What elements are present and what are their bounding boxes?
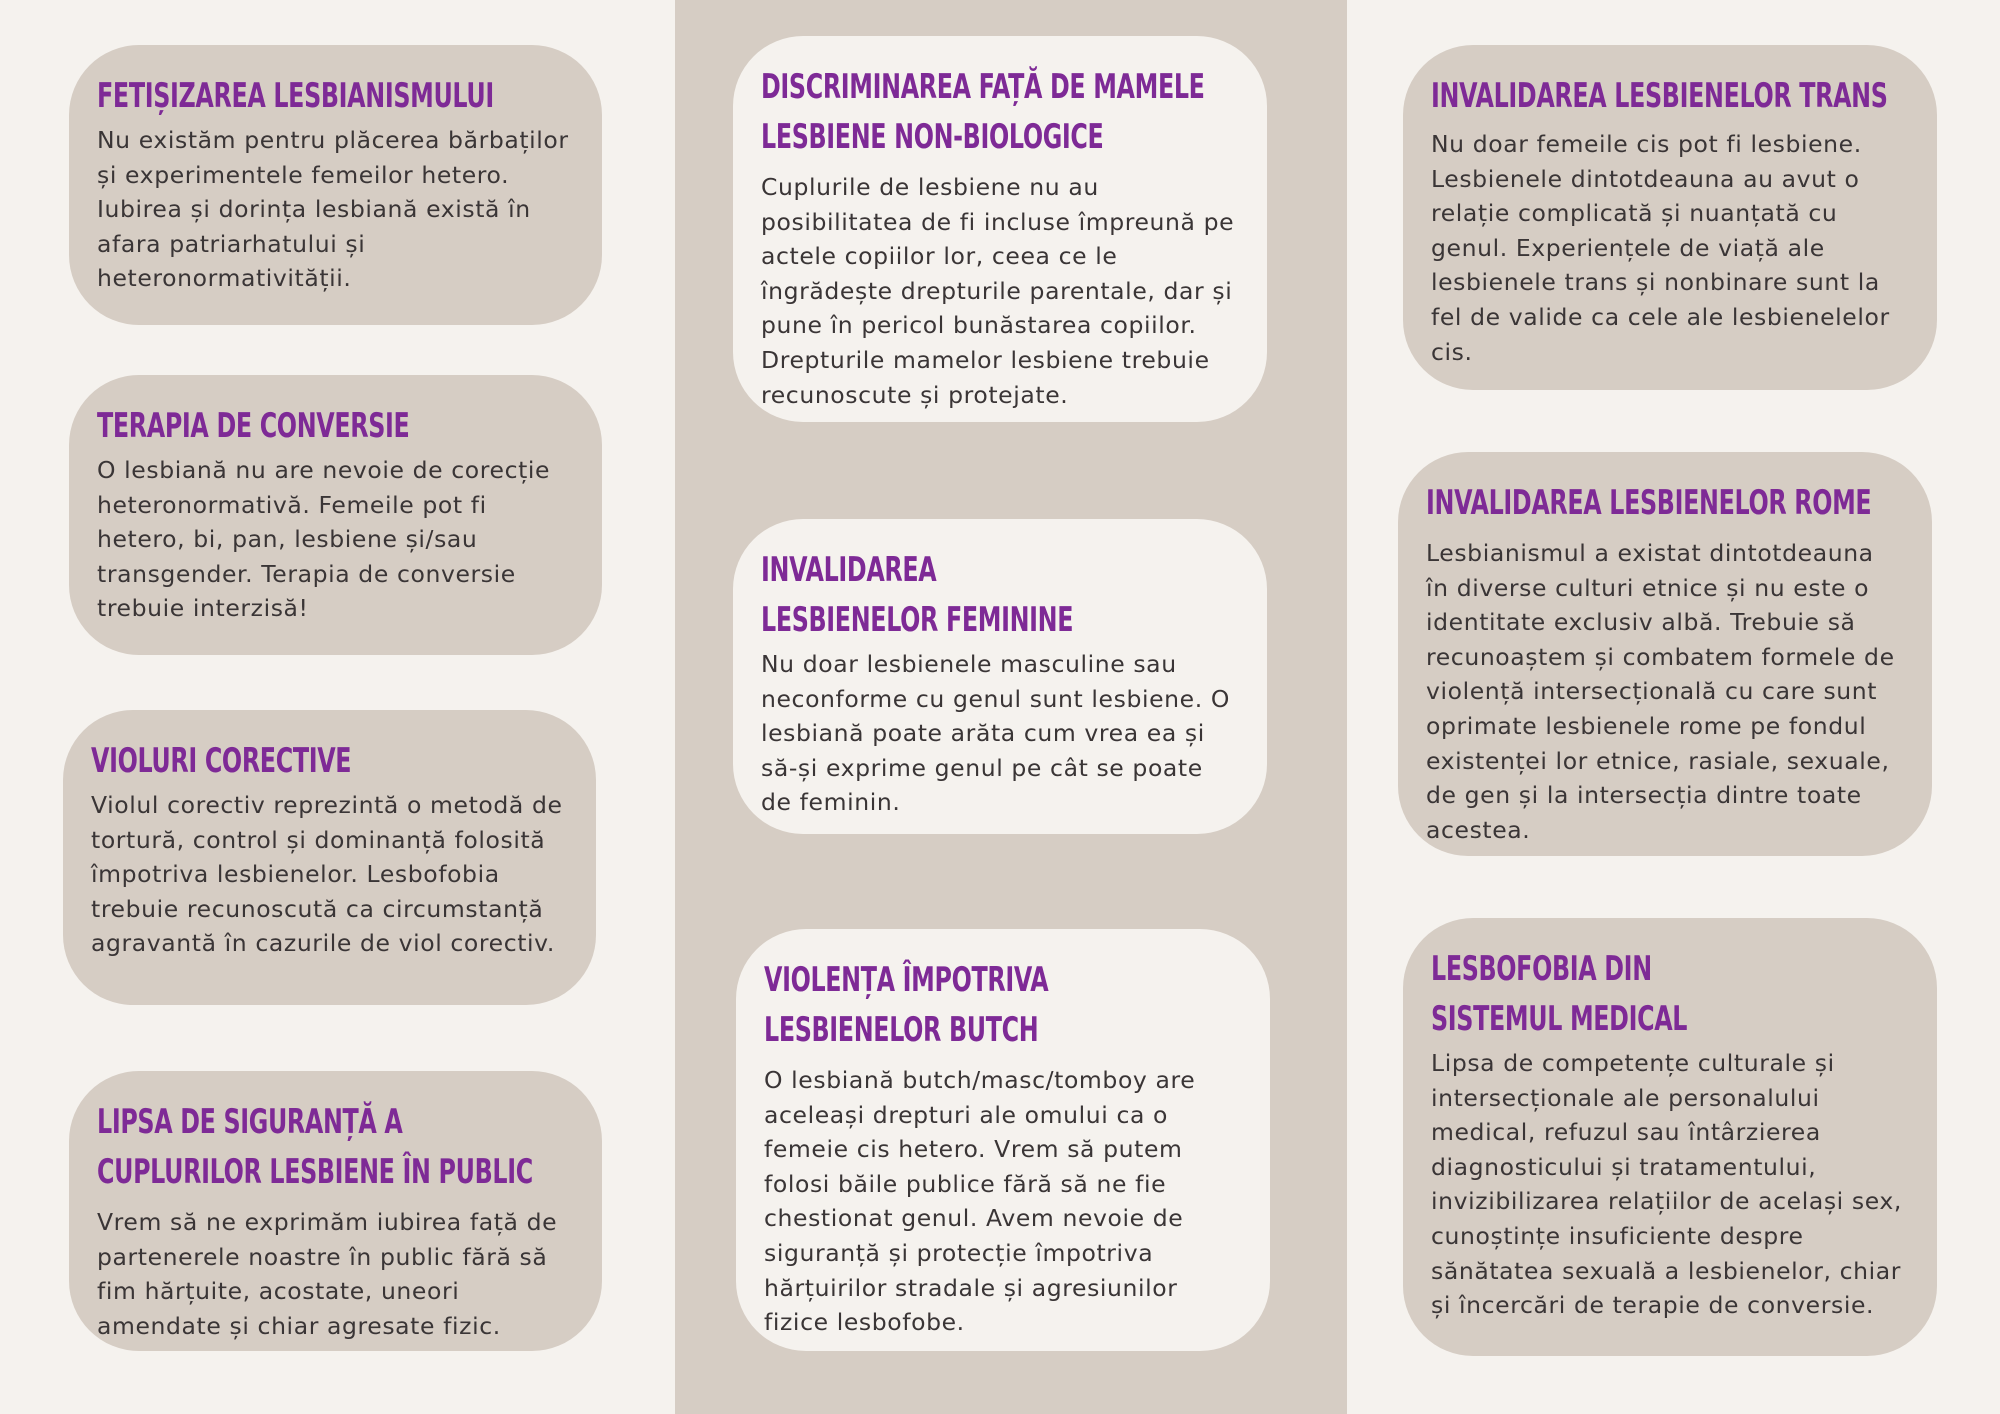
- card-lesbiene-butch: [736, 929, 1270, 1351]
- card-text: Violul corectiv reprezintă o metodă de tortură, control și dominanță folosită împotriva lesbienelor. Lesbofobia trebuie recunoscută ca circumstanță agravantă în cazurile de viol corectiv.: [91, 791, 563, 958]
- card-text: Lesbianismul a existat dintotdeauna în diverse culturi etnice și nu este o identitate exclusiv albă. Trebuie să recunoaștem și combatem formele de violență intersecțională cu care sunt oprimate lesbienele rome pe fondul existenței lor etnice, rasiale, sexuale, de gen și la intersecția dintre toate acestea.: [1426, 539, 1895, 844]
- card-text: Nu doar lesbienele masculine sau neconforme cu genul sunt lesbiene. O lesbiană poate arăta cum vrea ea și să-și exprime genul pe cât se poate de feminin.: [761, 650, 1230, 817]
- card-title: LESBOFOBIA DIN SISTEMUL MEDICAL: [1431, 949, 1688, 1039]
- card-title: INVALIDAREA LESBIENELOR ROME: [1426, 483, 1872, 523]
- card-title: VIOLURI CORECTIVE: [91, 741, 352, 781]
- card-lesbiene-rome: [1398, 452, 1932, 856]
- card-text: Cuplurile de lesbiene nu au posibilitatea de fi incluse împreună pe actele copiilor lor, ceea ce le îngrădește drepturile parentale, dar și pune în pericol bunăstarea copiilor. Drepturile mamelor lesbiene trebuie recunoscute și protejate.: [761, 173, 1235, 409]
- card-title: INVALIDAREA LESBIENELOR TRANS: [1431, 76, 1888, 116]
- card-text: O lesbiană nu are nevoie de corecție heteronormativă. Femeile pot fi hetero, bi, pan, lesbiene și/sau transgender. Terapia de conversie trebuie interzisă!: [97, 456, 551, 623]
- card-lesbiene-feminine: [733, 519, 1267, 834]
- card-sistemul-medical: [1403, 918, 1937, 1356]
- card-title: INVALIDAREA LESBIENELOR FEMININE: [761, 550, 1074, 640]
- card-title: FETIȘIZAREA LESBIANISMULUI: [97, 76, 494, 116]
- card-text: Lipsa de competențe culturale și intersecționale ale personalului medical, refuzul sau întârzierea diagnosticului și tratamentului, invizibilizarea relațiilor de același sex, cunoștințe insuficiente despre sănătatea sexuală a lesbienelor, chiar și încercări de terapie de conversie.: [1431, 1049, 1902, 1320]
- card-lesbiene-trans: [1403, 45, 1937, 390]
- card-violuri-corective: [63, 710, 596, 1005]
- card-text: Nu doar femeile cis pot fi lesbiene. Lesbienele dintotdeauna au avut o relație complicată și nuanțată cu genul. Experiențele de viață ale lesbienele trans și nonbinare sunt la fel de valide ca cele ale lesbienelelor cis.: [1431, 130, 1890, 366]
- card-title: LIPSA DE SIGURANȚĂ A CUPLURILOR LESBIENE ÎN PUBLIC: [97, 1102, 533, 1192]
- card-fetisizarea: [69, 45, 602, 325]
- card-text: Nu existăm pentru plăcerea bărbaților și experimentele femeilor hetero. Iubirea și dorința lesbiană există în afara patriarhatului și heteronormativității.: [97, 126, 569, 293]
- card-siguranta-cuplurilor: [69, 1071, 602, 1351]
- card-title: VIOLENȚA ÎMPOTRIVA LESBIENELOR BUTCH: [764, 960, 1049, 1050]
- card-text: Vrem să ne exprimăm iubirea față de partenerele noastre în public fără să fim hărțuite, acostate, uneori amendate și chiar agresate fizic.: [97, 1208, 558, 1340]
- card-terapia-de-conversie: [69, 375, 602, 655]
- card-title: TERAPIA DE CONVERSIE: [97, 406, 410, 446]
- card-mamele-lesbiene: [733, 36, 1267, 422]
- card-text: O lesbiană butch/masc/tomboy are aceleași drepturi ale omului ca o femeie cis hetero. Vrem să putem folosi băile publice fără să ne fie chestionat genul. Avem nevoie de siguranță și protecție împotriva hărțuirilor stradale și agresiunilor fizice lesbofobe.: [764, 1066, 1196, 1337]
- card-title: DISCRIMINAREA FAȚĂ DE MAMELE LESBIENE NON-BIOLOGICE: [761, 67, 1205, 157]
